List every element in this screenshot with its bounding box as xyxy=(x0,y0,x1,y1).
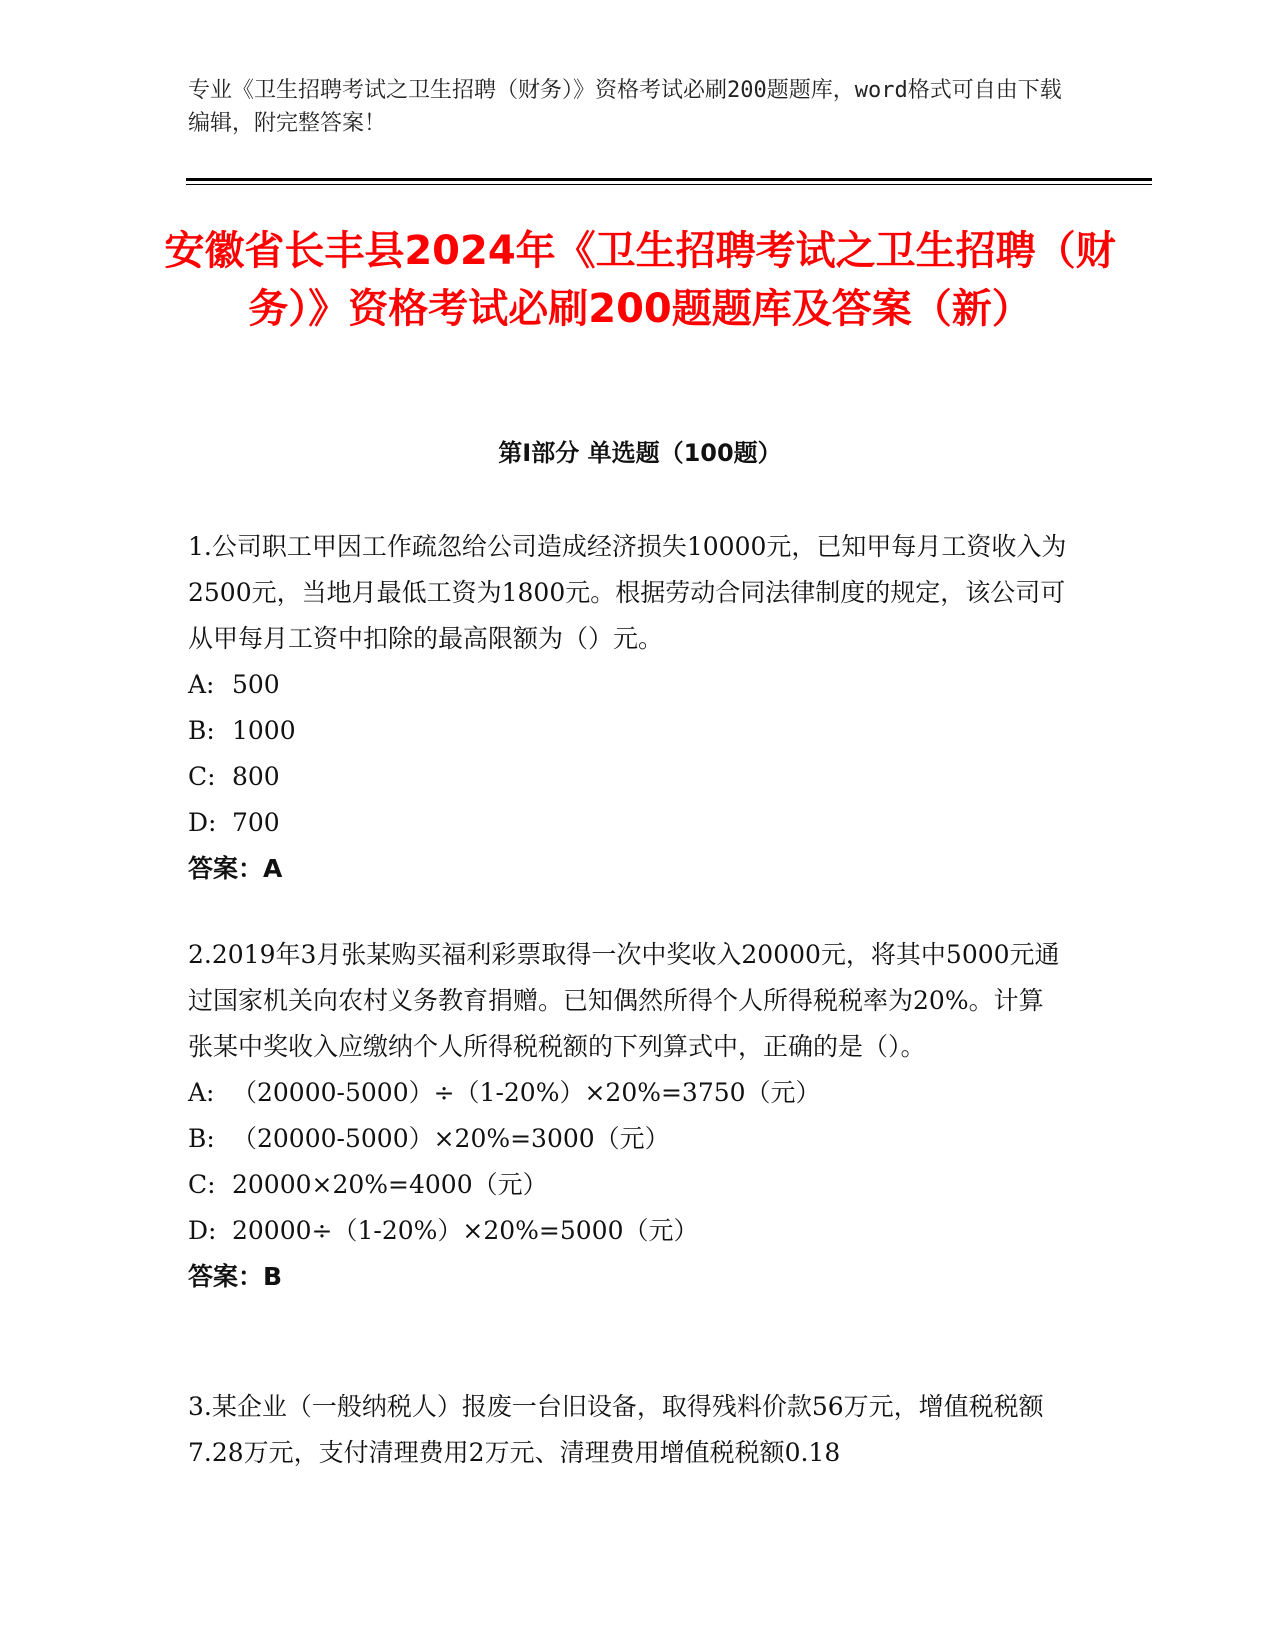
question-stem: 3.某企业（一般纳税人）报废一台旧设备，取得残料价款56万元，增值税税额7.28万元，支付清理费用2万元、清理费用增值税税额0.18 xyxy=(188,1392,1044,1467)
header-note: 专业《卫生招聘考试之卫生招聘（财务）》资格考试必刷200题题库，word格式可自由下载编辑，附完整答案！ xyxy=(188,78,1062,136)
option-key: C: xyxy=(188,1170,216,1199)
option-key: B: xyxy=(188,1124,215,1153)
header-divider-thin xyxy=(186,184,1152,185)
option-key: C: xyxy=(188,762,216,791)
question-stem: 2.2019年3月张某购买福利彩票取得一次中奖收入20000元，将其中5000元通过国家机关向农村义务教育捐赠。已知偶然所得个人所得税税率为20%。计算张某中奖收入应缴纳个人所得税税额的下列算式中，正确的是（）。 xyxy=(188,940,1060,1061)
question-stem: 1.公司职工甲因工作疏忽给公司造成经济损失10000元，已知甲每月工资收入为2500元，当地月最低工资为1800元。根据劳动合同法律制度的规定，该公司可从甲每月工资中扣除的最高限额为（）元。 xyxy=(188,532,1067,653)
answer-line: 答案：B xyxy=(188,1262,283,1291)
header-divider-thick xyxy=(186,178,1152,181)
option-key: A: xyxy=(188,670,215,699)
option-key: D: xyxy=(188,1216,217,1245)
option-key: B: xyxy=(188,716,215,745)
option-text: （20000-5000）×20%=3000（元） xyxy=(232,1124,670,1153)
option-text: 700 xyxy=(232,808,280,837)
option-a xyxy=(188,1070,1068,1116)
option-d xyxy=(188,800,1068,846)
question-2 xyxy=(188,932,1068,1300)
option-a xyxy=(188,662,1068,708)
option-text: 500 xyxy=(232,670,280,699)
option-b xyxy=(188,708,1068,754)
option-c xyxy=(188,754,1068,800)
answer-line: 答案：A xyxy=(188,854,283,883)
question-1 xyxy=(188,524,1068,892)
option-text: 800 xyxy=(232,762,280,791)
option-text: 1000 xyxy=(232,716,296,745)
option-text: 20000×20%=4000（元） xyxy=(232,1170,548,1199)
option-c xyxy=(188,1162,1068,1208)
option-d xyxy=(188,1208,1068,1254)
document-title: 安徽省长丰县2024年《卫生招聘考试之卫生招聘（财务）》资格考试必刷200题题库及答案（新） xyxy=(164,228,1116,332)
section-title: 第I部分 单选题（100题） xyxy=(498,439,782,467)
option-key: D: xyxy=(188,808,217,837)
option-b xyxy=(188,1116,1068,1162)
question-3 xyxy=(188,1384,1068,1476)
option-key: A: xyxy=(188,1078,215,1107)
option-text: 20000÷（1-20%）×20%=5000（元） xyxy=(232,1216,699,1245)
option-text: （20000-5000）÷（1-20%）×20%=3750（元） xyxy=(232,1078,821,1107)
